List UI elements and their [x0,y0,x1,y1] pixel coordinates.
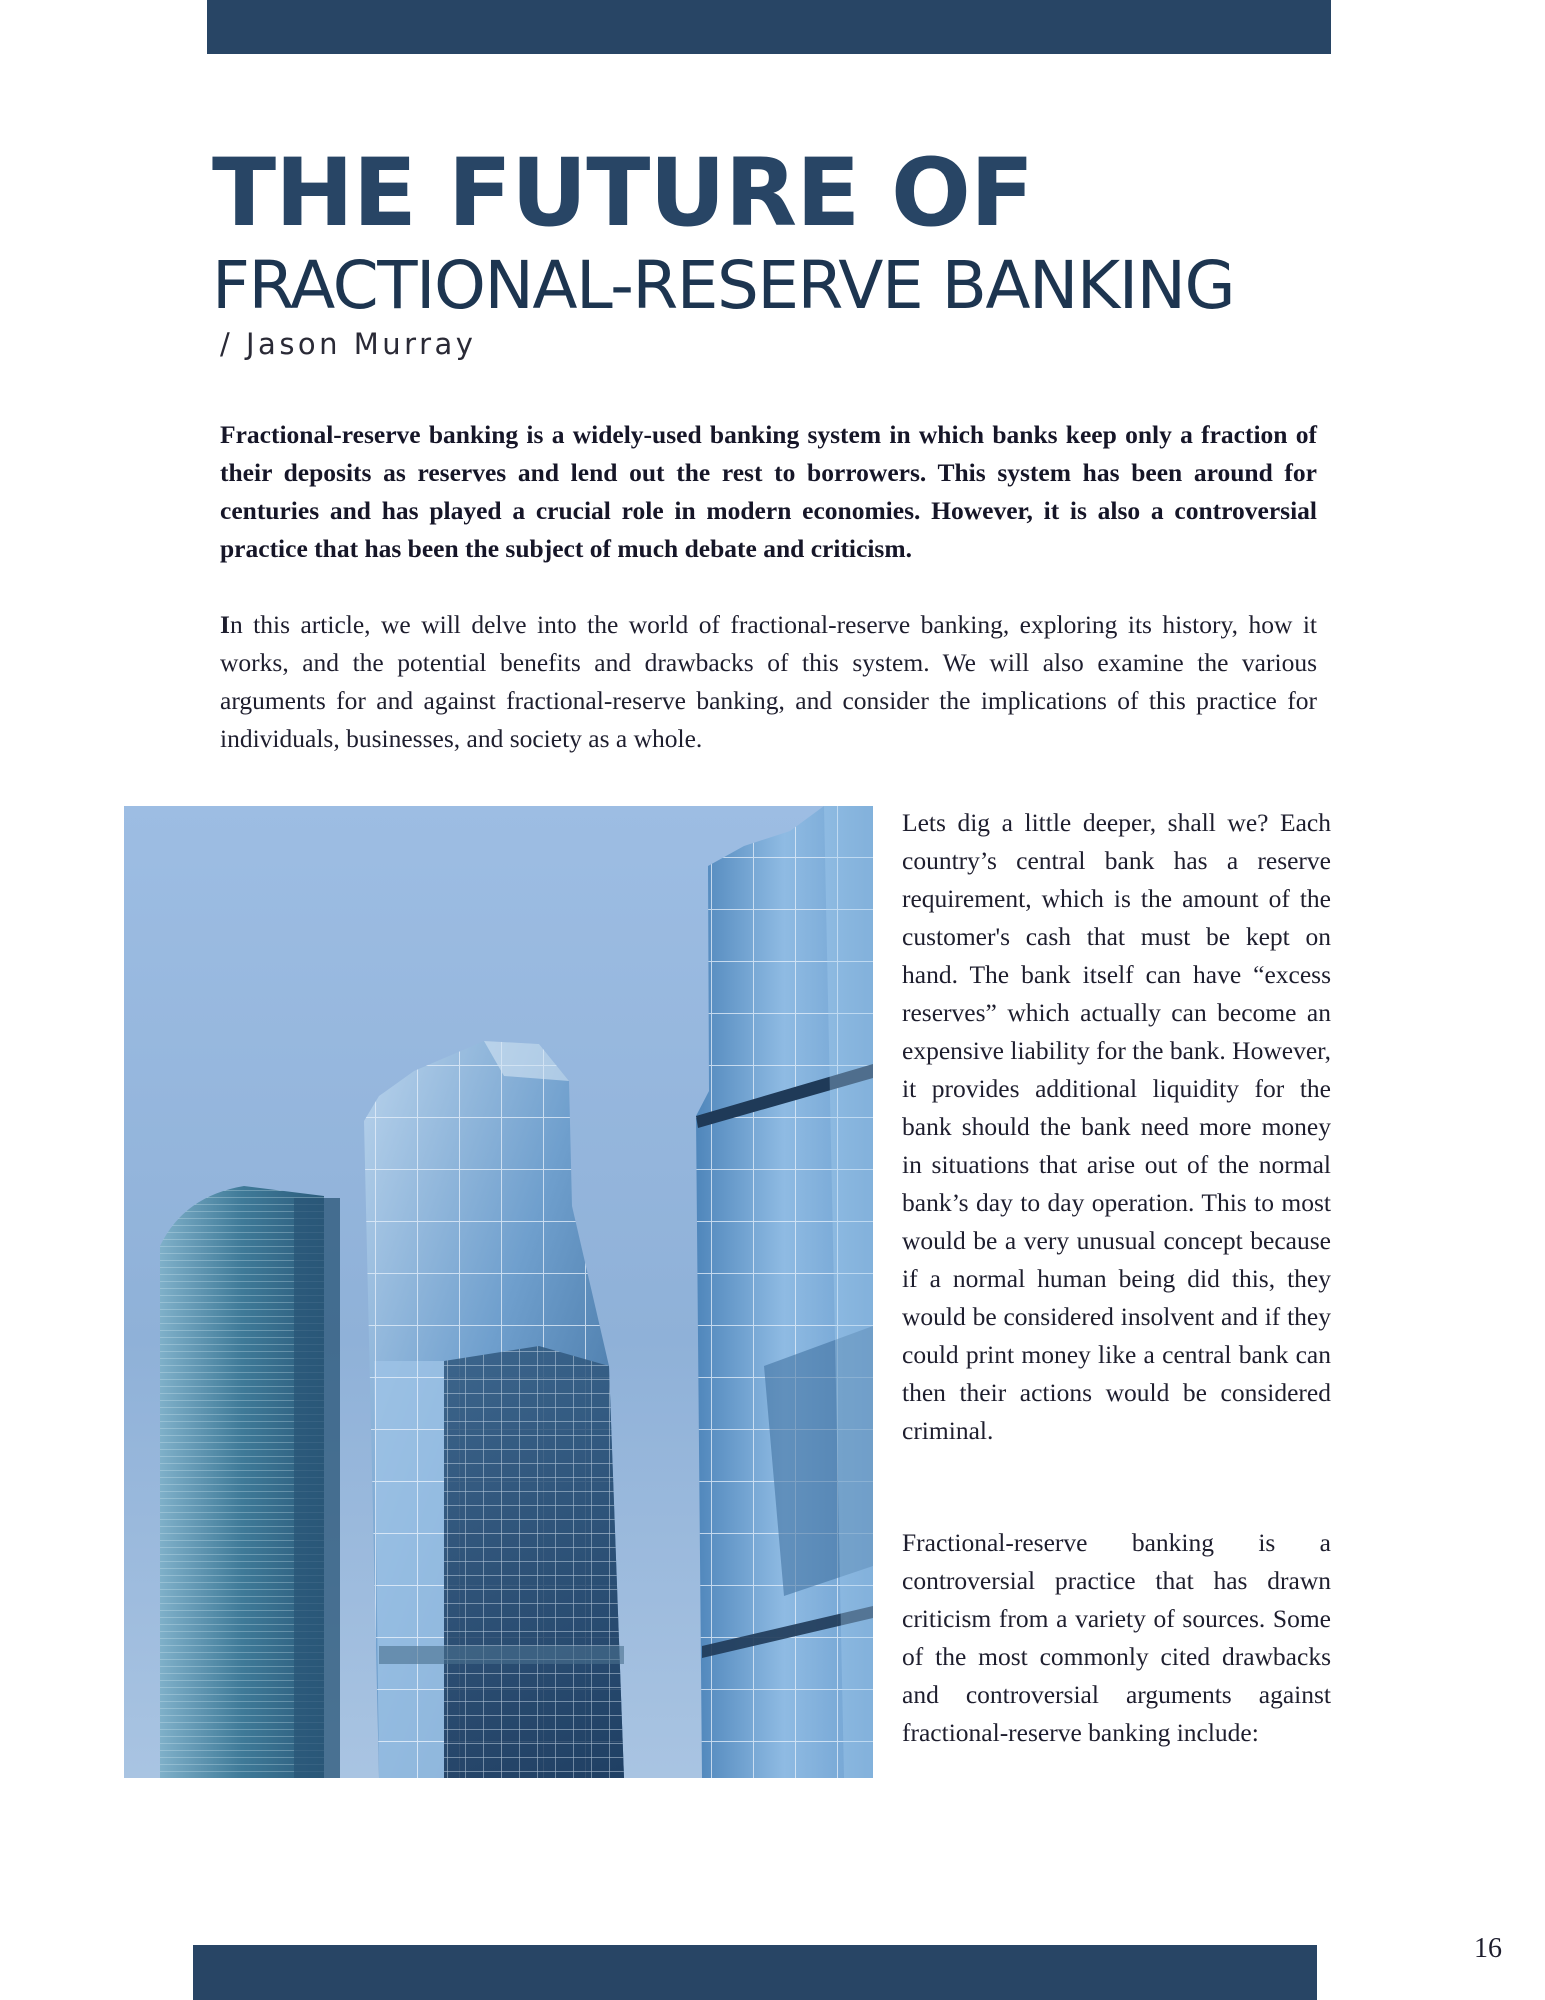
article-title-line-2: FRACTIONAL-RESERVE BANKING [212,247,1235,324]
page-number: 16 [1474,1933,1502,1964]
article-title-line-1: THE FUTURE OF [212,139,1034,248]
skyscrapers-photo [124,806,873,1778]
body-paragraph-reserve-requirement: Lets dig a little deeper, shall we? Each country’s central bank has a reserve requirement, which is the amount of the customer's cash that must be kept on hand. The bank itself can have “excess reserves” which actually can become an expensive liability for the bank. However, it provides additional liquidity for the bank should the bank need more money in situations that arise out of the normal bank’s day to day operation. This to most would be a very unusual concept because if a normal human being did this, they would be considered insolvent and if they could print money like a central bank can then their actions would be considered criminal. [902,808,1331,1445]
intro-paragraph [220,606,1317,758]
lead-paragraph: Fractional-reserve banking is a widely-used banking system in which banks keep only a fraction of their deposits as reserves and lend out the rest to borrowers. This system has been around for centuries and has played a crucial role in modern economies. However, it is also a controversial practice that has been the subject of much debate and criticism. [220,420,1317,563]
intro-text: n this article, we will delve into the world of fractional-reserve banking, exploring its history, how it works, and the potential benefits and drawbacks of this system. We will also examine the various arguments for and against fractional-reserve banking, and consider the implications of this practice for individuals, businesses, and society as a whole. [220,610,1317,753]
intro-dropcap: I [220,610,230,639]
author-byline: / Jason Murray [220,327,477,361]
top-accent-bar [207,0,1331,54]
bottom-accent-bar [193,1945,1317,2000]
body-paragraph-criticism: Fractional-reserve banking is a controversial practice that has drawn criticism from a variety of sources. Some of the most commonly cited drawbacks and controversial arguments against fractional-reserve banking include: [902,1528,1331,1747]
